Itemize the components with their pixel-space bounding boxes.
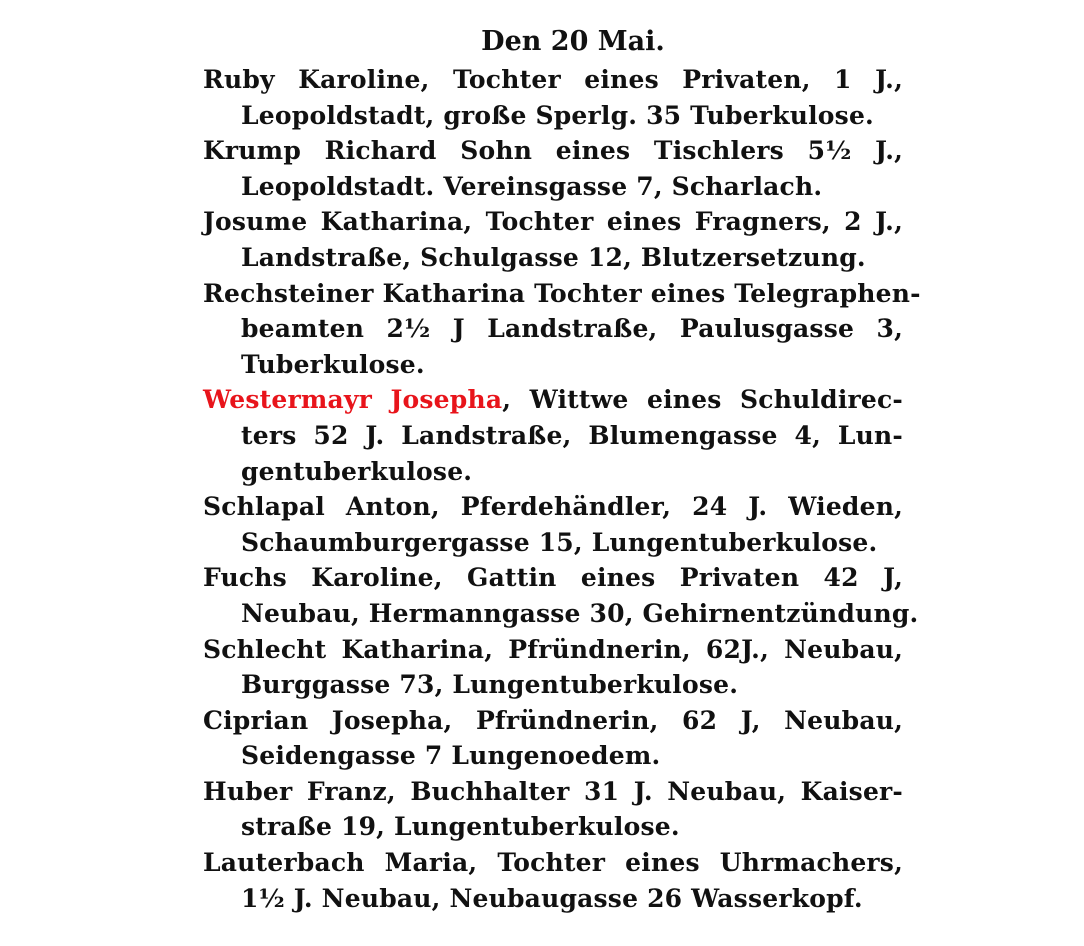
deceased-name: Huber Franz (203, 776, 387, 806)
entry-line: Leopoldstadt, große Sperlg. 35 Tuberkulose. (241, 100, 874, 130)
death-notice-entry (203, 382, 903, 489)
entry-text: , Buchhalter 31 J. Neubau, Kaiser- (386, 776, 903, 806)
death-notice-entry (203, 489, 903, 560)
deceased-name: Ciprian Josepha (203, 705, 444, 735)
entry-line (203, 774, 903, 810)
entry-line (203, 560, 903, 596)
highlighted-name: Westermayr Josepha (203, 385, 503, 415)
entry-line: 1½ J. Neubau, Neubaugasse 26 Wasserkopf. (241, 883, 863, 913)
entry-text: , Pfründnerin, 62 J, Neubau, (443, 705, 903, 735)
entry-line (203, 62, 903, 98)
deceased-name: Schlecht Katharina (203, 634, 485, 664)
deceased-name: Ruby Karoline (203, 65, 421, 94)
entry-text: , Tochter eines Uhrmachers, (468, 848, 903, 878)
entry-line: Schaumburgergasse 15, Lungentuberkulose. (241, 527, 878, 557)
death-notice-entry (203, 560, 919, 631)
deceased-name: Fuchs Karoline (203, 563, 434, 593)
entry-line (203, 489, 903, 525)
entry-text: , Wittwe eines Schuldirec- (502, 385, 904, 415)
death-notice-entry (203, 204, 903, 275)
entry-line: straße 19, Lungentuberkulose. (241, 812, 680, 842)
entry-text: , Pferdehändler, 24 J. Wieden, (430, 492, 903, 522)
death-notice-entry (203, 276, 921, 383)
entry-line: Leopoldstadt. Vereinsgasse 7, Scharlach. (241, 171, 823, 201)
entry-line (203, 845, 903, 881)
deceased-name: Josume Katharina (203, 207, 464, 237)
entry-line (203, 276, 921, 312)
entry-line (203, 133, 903, 169)
death-notice-entry (203, 62, 903, 133)
entry-line: Neubau, Hermanngasse 30, Gehirnentzündung. (241, 598, 919, 628)
entry-line: Burggasse 73, Lungentuberkulose. (241, 670, 739, 700)
entry-text: , Tochter eines Fragners, 2 J., (463, 207, 903, 237)
entry-line (203, 204, 903, 240)
entry-line: beamten 2½ J Landstraße, Paulusgasse 3, (241, 314, 903, 344)
entry-text: , Pfründnerin, 62J., Neubau, (484, 634, 903, 664)
deceased-name: Lauterbach Maria (203, 848, 469, 878)
entry-line: gentuberkulose. (241, 456, 473, 486)
entry-text: , Tochter eines Privaten, 1 J., (420, 65, 903, 94)
entry-text: Sohn eines Tischlers 5½ J., (436, 136, 903, 166)
deceased-name: Schlapal Anton (203, 492, 431, 522)
entry-line (203, 703, 903, 739)
death-notice-entry (203, 703, 903, 774)
entry-line (203, 632, 903, 668)
newspaper-clipping (203, 24, 921, 916)
entry-line: Seidengasse 7 Lungenoedem. (241, 741, 661, 771)
entry-line: ters 52 J. Landstraße, Blumengasse 4, Lun- (241, 420, 903, 450)
entry-line: Tuberkulose. (241, 349, 425, 379)
death-notice-entry (203, 133, 903, 204)
entry-line: Landstraße, Schulgasse 12, Blutzersetzung. (241, 242, 866, 272)
date-heading: Den 20 Mai. (481, 26, 665, 57)
death-notice-list (203, 62, 921, 916)
death-notice-entry (203, 774, 903, 845)
death-notice-entry (203, 845, 903, 916)
deceased-name: Rechsteiner Katharina (203, 278, 526, 308)
entry-text: Tochter eines Telegraphen- (525, 278, 921, 308)
deceased-name: Krump Richard (203, 136, 437, 166)
death-notice-entry (203, 632, 903, 703)
entry-text: , Gattin eines Privaten 42 J, (433, 563, 904, 593)
entry-line (203, 382, 903, 418)
